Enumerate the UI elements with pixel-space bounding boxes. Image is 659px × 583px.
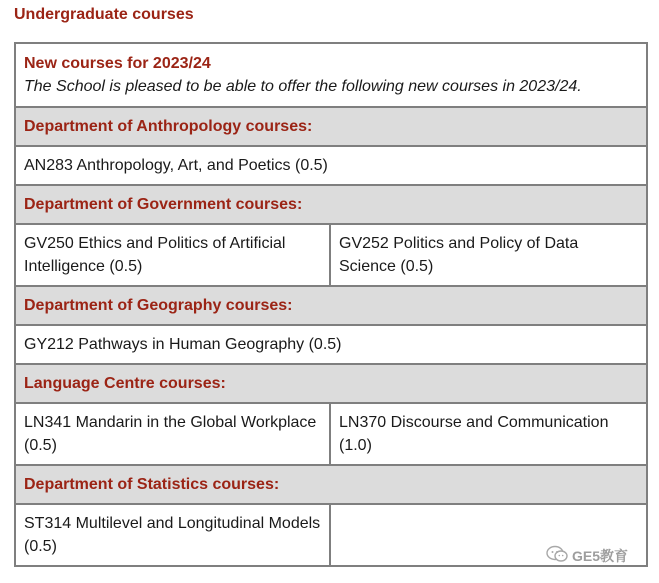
watermark	[546, 545, 628, 566]
course-cell: ST314 Multilevel and Longitudinal Models (0.5)	[15, 504, 330, 566]
course-row	[15, 403, 647, 465]
course-cell: AN283 Anthropology, Art, and Poetics (0.5)	[15, 146, 647, 185]
intro-title: New courses for 2023/24	[24, 55, 211, 72]
department-header-anthropology	[15, 107, 647, 146]
course-row	[15, 325, 647, 364]
department-name: Language Centre courses:	[15, 364, 647, 403]
chat-bubble-icon	[546, 545, 568, 566]
intro-row	[15, 43, 647, 107]
page-title: Undergraduate courses	[14, 6, 194, 23]
course-cell: GY212 Pathways in Human Geography (0.5)	[15, 325, 647, 364]
intro-text: The School is pleased to be able to offer the following new courses in 2023/24.	[24, 78, 582, 95]
intro-cell	[15, 43, 647, 107]
department-header-geography	[15, 286, 647, 325]
course-row	[15, 146, 647, 185]
course-cell: GV252 Politics and Policy of Data Science (0.5)	[330, 224, 647, 286]
course-cell: GV250 Ethics and Politics of Artificial Intelligence (0.5)	[15, 224, 330, 286]
department-name: Department of Anthropology courses:	[15, 107, 647, 146]
department-name: Department of Statistics courses:	[15, 465, 647, 504]
department-header-government	[15, 185, 647, 224]
department-name: Department of Geography courses:	[15, 286, 647, 325]
department-header-statistics	[15, 465, 647, 504]
course-cell: LN370 Discourse and Communication (1.0)	[330, 403, 647, 465]
course-row	[15, 224, 647, 286]
course-cell: LN341 Mandarin in the Global Workplace (0.5)	[15, 403, 330, 465]
watermark-text: GE5教育	[572, 547, 629, 564]
department-name: Department of Government courses:	[15, 185, 647, 224]
department-header-language-centre	[15, 364, 647, 403]
courses-table	[14, 42, 648, 567]
